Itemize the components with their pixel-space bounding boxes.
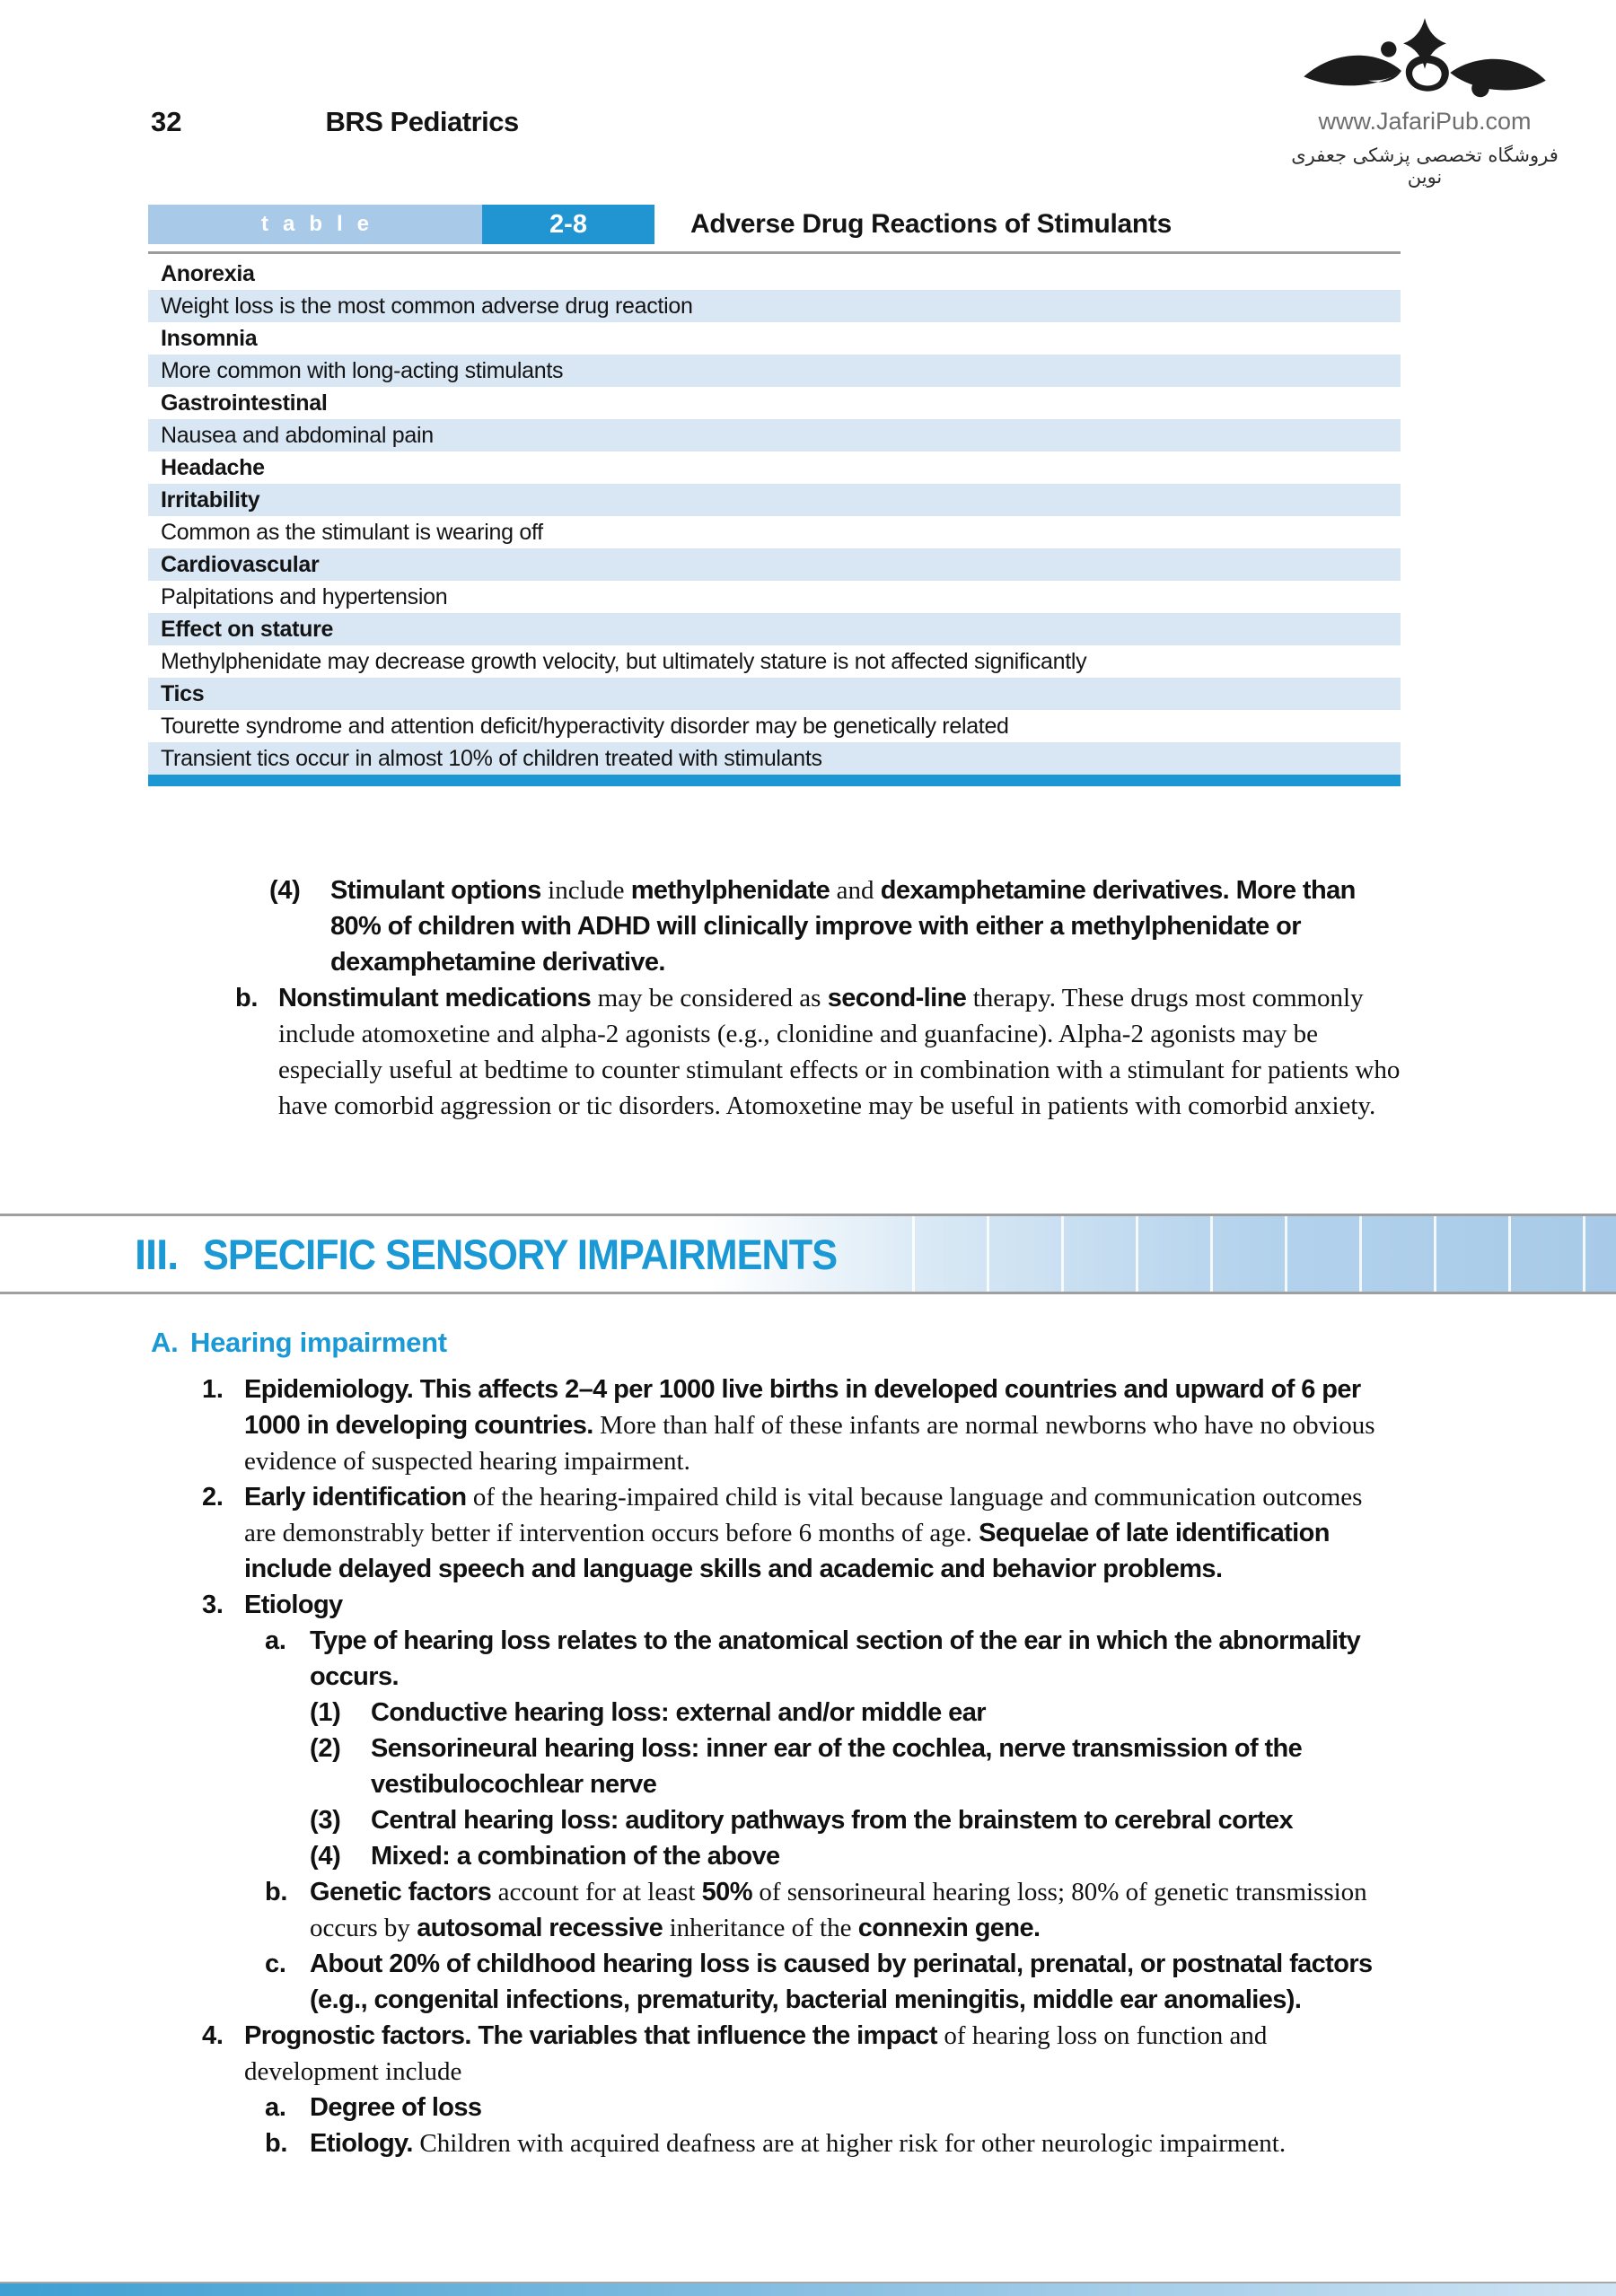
list-item [0, 1479, 1401, 1587]
outline-block [0, 872, 1616, 1124]
table-row [148, 581, 1401, 613]
table-row [148, 678, 1401, 710]
list-item-text: Etiology. Children with acquired deafness are at higher risk for other neurologic impairment. [310, 2129, 1287, 2158]
list-item-marker: (4) [310, 1842, 341, 1871]
table-cell-text: Nausea and abdominal pain [161, 423, 434, 448]
list-item-text: Early identification of the hearing-impaired child is vital because language and communication outcomes are demonstrably better if intervention occurs before 6 months of age. Sequelae of late identification include delayed speech and language skills and academic and behavior problems. [244, 1483, 1363, 1583]
table-cell-text: Common as the stimulant is wearing off [161, 520, 543, 545]
list-item-marker: 3. [202, 1591, 224, 1619]
list-item-text: Nonstimulant medications may be considered as second-line therapy. These drugs most commonly include atomoxetine and alpha-2 agonists (e.g., clonidine and guanfacine). Alpha-2 agonists may be especially useful at bedtime to counter stimulant effects or in combination with a stimulant for patients who have comorbid aggression or tic disorders. Atomoxetine may be useful in patients with comorbid anxiety. [278, 984, 1401, 1120]
table-row [148, 645, 1401, 678]
publisher-logo [1277, 16, 1573, 188]
subsection-marker: A. [151, 1327, 179, 1358]
list-item-text: Epidemiology. This affects 2–4 per 1000 live births in developed countries and upward of 6 per 1000 in developing countries. More than half of these infants are normal newborns who have no obvious evidence of suspected hearing impairment. [244, 1375, 1375, 1476]
list-item [0, 1802, 1401, 1838]
table-row [148, 387, 1401, 419]
list-item [0, 1623, 1401, 1695]
table-row [148, 322, 1401, 355]
list-item [0, 980, 1401, 1124]
table-cell-text: Gastrointestinal [161, 390, 328, 416]
list-item [0, 2018, 1401, 2090]
list-item-marker: a. [265, 2093, 286, 2122]
publisher-url: www.JafariPub.com [1318, 108, 1532, 135]
section-title: SPECIFIC SENSORY IMPAIRMENTS [203, 1230, 838, 1278]
list-item-marker: b. [265, 2129, 288, 2158]
list-item-text: Sensorineural hearing loss: inner ear of the cochlea, nerve transmission of the vestibulocochlear nerve [371, 1734, 1303, 1799]
table-cell-text: More common with long-acting stimulants [161, 358, 564, 383]
list-item-marker: (3) [310, 1806, 341, 1835]
table-cell-text: Methylphenidate may decrease growth velocity, but ultimately stature is not affected significantly [161, 649, 1087, 674]
list-item [0, 1587, 1401, 1623]
next-section-band-edge [0, 2282, 1616, 2296]
list-item-text: About 20% of childhood hearing loss is caused by perinatal, prenatal, or postnatal factors (e.g., congenital infections, prematurity, bacterial meningitis, middle ear anomalies). [310, 1950, 1373, 2014]
table-caption-number: 2-8 [482, 205, 654, 244]
list-item [0, 2090, 1401, 2125]
table-cell-text: Headache [161, 455, 265, 480]
table-top-rule [148, 251, 1401, 254]
section-numeral: III. [135, 1230, 179, 1278]
table-row [148, 355, 1401, 387]
list-item-text: Type of hearing loss relates to the anatomical section of the ear in which the abnormality occurs. [310, 1626, 1361, 1691]
table-cell-text: Insomnia [161, 326, 258, 351]
list-item-text: Central hearing loss: auditory pathways from the brainstem to cerebral cortex [371, 1806, 1294, 1835]
table-row [148, 742, 1401, 775]
page-number: 32 [151, 106, 182, 137]
table-cell-text: Irritability [161, 487, 260, 513]
list-item-text: Prognostic factors. The variables that influence the impact of hearing loss on function and development include [244, 2021, 1268, 2086]
table-2-8 [148, 205, 1401, 786]
subsection-body [0, 1371, 1616, 2161]
list-item-marker: b. [235, 984, 259, 1012]
table-cell-text: Anorexia [161, 261, 255, 286]
list-item [0, 1695, 1401, 1731]
table-body [148, 258, 1401, 786]
list-item-marker: 4. [202, 2021, 224, 2050]
list-item-text: Etiology [244, 1591, 343, 1619]
list-item-marker: (4) [269, 876, 301, 905]
list-item-text: Stimulant options include methylphenidate and dexamphetamine derivatives. More than 80% of children with ADHD will clinically improve with either a methylphenidate or dexamphetamine derivative. [330, 876, 1356, 977]
table-row [148, 710, 1401, 742]
table-row [148, 419, 1401, 451]
list-item [0, 1731, 1401, 1802]
list-item-text: Degree of loss [310, 2093, 482, 2122]
subsection-title: Hearing impairment [190, 1327, 447, 1358]
table-row [148, 258, 1401, 290]
table-caption-title: Adverse Drug Reactions of Stimulants [690, 209, 1172, 239]
table-row [148, 451, 1401, 484]
table-row [148, 290, 1401, 322]
table-cell-text: Weight loss is the most common adverse drug reaction [161, 294, 693, 319]
calligraphy-icon [1290, 16, 1559, 106]
list-item-marker: b. [265, 1878, 288, 1906]
list-item-marker: c. [265, 1950, 286, 1978]
running-head [151, 106, 519, 138]
list-item [0, 1838, 1401, 1874]
list-item-text: Genetic factors account for at least 50% of sensorineural hearing loss; 80% of genetic transmission occurs by autosomal recessive inheritance of the connexin gene. [310, 1878, 1367, 1942]
table-caption-label: table [148, 205, 482, 244]
list-item-marker: 1. [202, 1375, 224, 1404]
list-item [0, 1371, 1401, 1479]
table-cell-text: Tics [161, 681, 205, 706]
list-item [0, 1874, 1401, 1946]
table-cell-text: Effect on stature [161, 617, 334, 642]
table-row [148, 613, 1401, 645]
table-caption [148, 205, 1401, 244]
table-cell-text: Tourette syndrome and attention deficit/hyperactivity disorder may be genetically related [161, 714, 1009, 739]
table-row [148, 484, 1401, 516]
table-cell-text: Cardiovascular [161, 552, 320, 577]
list-item-marker: (2) [310, 1734, 341, 1763]
list-item [0, 2125, 1401, 2161]
list-item [0, 872, 1401, 980]
book-title: BRS Pediatrics [325, 106, 519, 137]
list-item-text: Conductive hearing loss: external and/or middle ear [371, 1698, 986, 1727]
section-heading [0, 1216, 1616, 1292]
list-item-marker: (1) [310, 1698, 341, 1727]
table-cell-text: Palpitations and hypertension [161, 584, 448, 609]
table-row [148, 516, 1401, 548]
section-heading-band [0, 1214, 1616, 1294]
table-row [148, 548, 1401, 581]
subsection-heading [151, 1327, 447, 1359]
publisher-caption-farsi: فروشگاه تخصصی پزشکی جعفری نوین [1291, 145, 1559, 188]
list-item-marker: 2. [202, 1483, 224, 1512]
list-item-marker: a. [265, 1626, 286, 1655]
list-item-text: Mixed: a combination of the above [371, 1842, 780, 1871]
list-item [0, 1946, 1401, 2018]
table-cell-text: Transient tics occur in almost 10% of children treated with stimulants [161, 746, 822, 771]
